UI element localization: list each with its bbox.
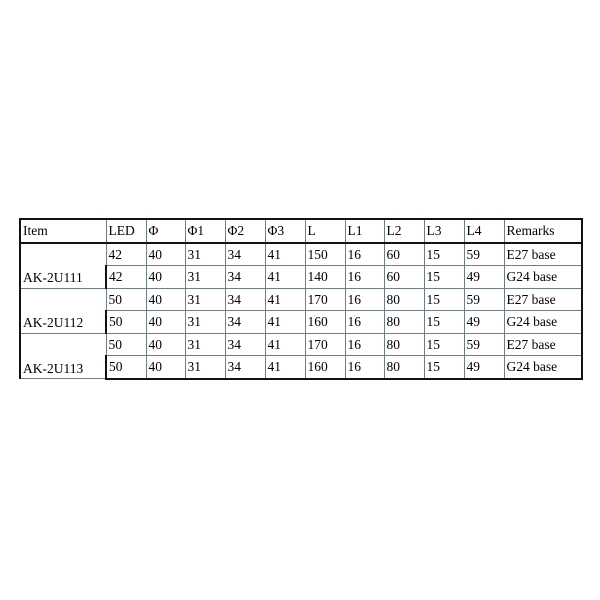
phi3-cell: 41 xyxy=(265,288,305,311)
header-l4: L4 xyxy=(464,219,504,243)
phi3-cell: 41 xyxy=(265,266,305,289)
l4-cell: 49 xyxy=(464,266,504,289)
l4-cell: 59 xyxy=(464,288,504,311)
l-cell: 170 xyxy=(305,333,345,356)
l4-cell: 59 xyxy=(464,333,504,356)
l1-cell: 16 xyxy=(345,356,384,379)
header-remarks: Remarks xyxy=(504,219,582,243)
header-phi1: Φ1 xyxy=(185,219,225,243)
led-cell: 50 xyxy=(106,333,146,356)
phi-cell: 40 xyxy=(146,266,185,289)
phi-cell: 40 xyxy=(146,288,185,311)
led-cell: 50 xyxy=(106,311,146,334)
phi1-cell: 31 xyxy=(185,356,225,379)
header-row xyxy=(20,219,582,243)
led-cell: 42 xyxy=(106,266,146,289)
l3-cell: 15 xyxy=(424,333,464,356)
phi1-cell: 31 xyxy=(185,243,225,266)
l2-cell: 60 xyxy=(384,266,424,289)
phi2-cell: 34 xyxy=(225,333,265,356)
l-cell: 170 xyxy=(305,288,345,311)
l1-cell: 16 xyxy=(345,243,384,266)
phi3-cell: 41 xyxy=(265,311,305,334)
l3-cell: 15 xyxy=(424,311,464,334)
phi3-cell: 41 xyxy=(265,356,305,379)
phi2-cell: 34 xyxy=(225,266,265,289)
remarks-cell: G24 base xyxy=(504,356,582,379)
spec-table xyxy=(19,218,583,380)
item-name-cell: AK-2U112 xyxy=(20,288,106,333)
header-l1: L1 xyxy=(345,219,384,243)
l-cell: 150 xyxy=(305,243,345,266)
header-phi3: Φ3 xyxy=(265,219,305,243)
phi3-cell: 41 xyxy=(265,333,305,356)
phi1-cell: 31 xyxy=(185,288,225,311)
phi1-cell: 31 xyxy=(185,333,225,356)
l1-cell: 16 xyxy=(345,288,384,311)
led-cell: 42 xyxy=(106,243,146,266)
remarks-cell: G24 base xyxy=(504,311,582,334)
l-cell: 160 xyxy=(305,356,345,379)
led-cell: 50 xyxy=(106,288,146,311)
l2-cell: 80 xyxy=(384,356,424,379)
phi2-cell: 34 xyxy=(225,311,265,334)
phi2-cell: 34 xyxy=(225,288,265,311)
l3-cell: 15 xyxy=(424,266,464,289)
header-phi: Φ xyxy=(146,219,185,243)
item-name-cell: AK-2U113 xyxy=(20,333,106,379)
header-l: L xyxy=(305,219,345,243)
header-item: Item xyxy=(20,219,106,243)
l4-cell: 59 xyxy=(464,243,504,266)
l4-cell: 49 xyxy=(464,311,504,334)
l3-cell: 15 xyxy=(424,243,464,266)
phi3-cell: 41 xyxy=(265,243,305,266)
l1-cell: 16 xyxy=(345,311,384,334)
phi-cell: 40 xyxy=(146,356,185,379)
remarks-cell: E27 base xyxy=(504,288,582,311)
l2-cell: 80 xyxy=(384,288,424,311)
table-row xyxy=(20,243,582,266)
phi-cell: 40 xyxy=(146,333,185,356)
phi1-cell: 31 xyxy=(185,311,225,334)
table-row xyxy=(20,288,582,311)
remarks-cell: E27 base xyxy=(504,333,582,356)
l1-cell: 16 xyxy=(345,333,384,356)
remarks-cell: G24 base xyxy=(504,266,582,289)
l-cell: 140 xyxy=(305,266,345,289)
phi-cell: 40 xyxy=(146,311,185,334)
remarks-cell: E27 base xyxy=(504,243,582,266)
l-cell: 160 xyxy=(305,311,345,334)
l2-cell: 60 xyxy=(384,243,424,266)
table-row xyxy=(20,333,582,356)
item-name-cell: AK-2U111 xyxy=(20,243,106,289)
l2-cell: 80 xyxy=(384,311,424,334)
phi-cell: 40 xyxy=(146,243,185,266)
phi2-cell: 34 xyxy=(225,243,265,266)
header-phi2: Φ2 xyxy=(225,219,265,243)
l4-cell: 49 xyxy=(464,356,504,379)
l3-cell: 15 xyxy=(424,356,464,379)
l2-cell: 80 xyxy=(384,333,424,356)
phi2-cell: 34 xyxy=(225,356,265,379)
header-l3: L3 xyxy=(424,219,464,243)
l3-cell: 15 xyxy=(424,288,464,311)
led-cell: 50 xyxy=(106,356,146,379)
header-l2: L2 xyxy=(384,219,424,243)
header-led: LED xyxy=(106,219,146,243)
l1-cell: 16 xyxy=(345,266,384,289)
phi1-cell: 31 xyxy=(185,266,225,289)
